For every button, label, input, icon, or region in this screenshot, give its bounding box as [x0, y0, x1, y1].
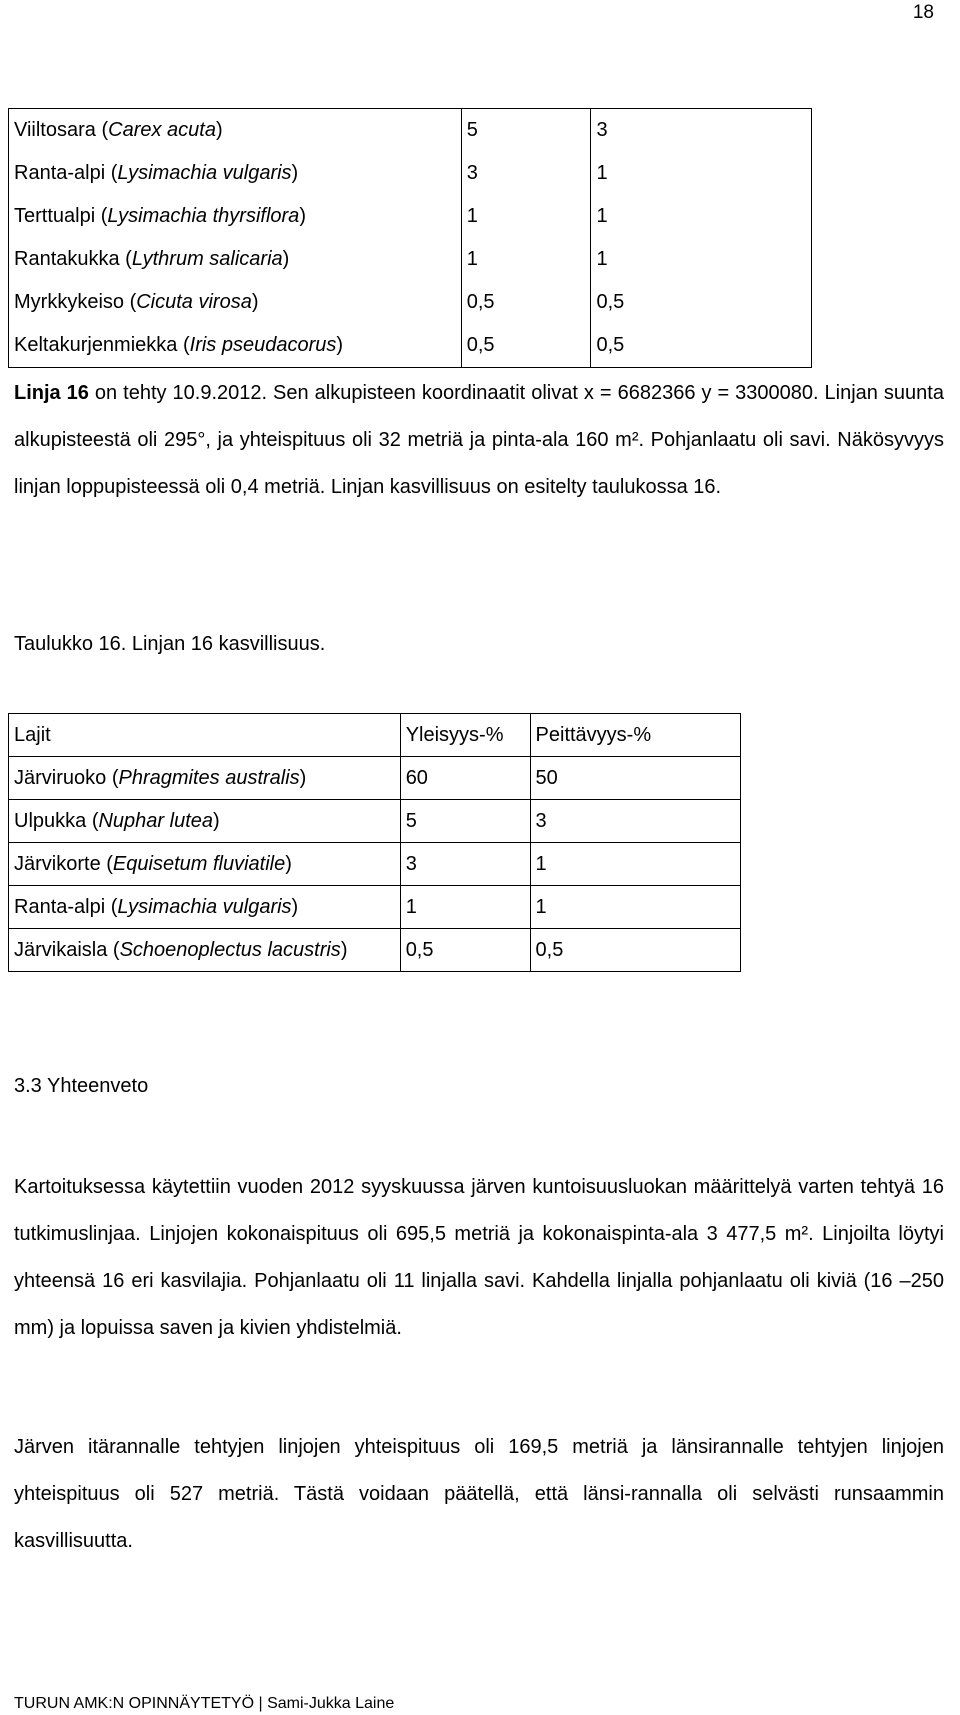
species-latin-name: Lythrum salicaria: [131, 248, 283, 270]
table-row: [9, 281, 812, 324]
species-latin-name: Schoenoplectus lacustris: [119, 938, 341, 961]
species-common-name: Ranta-alpi: [14, 162, 106, 184]
species-common-name: Ulpukka: [14, 809, 87, 832]
page-number: 18: [912, 2, 934, 23]
linja-16-text: on tehty 10.9.2012. Sen alkupisteen koordinaatit olivat x = 6682366 y = 3300080. Linjan suunta alkupisteestä oli 295°, ja yhteispituus oli 32 metriä ja pinta-ala 160 m². Pohjanlaatu oli savi. Näkösyvyys linjan loppupisteessä oli 0,4 metriä. Linjan kasvillisuus on esitelty taulukossa 16.: [14, 382, 944, 498]
species-cell: Ulpukka (Nuphar lutea): [9, 800, 401, 843]
species-cell: Järvikorte (Equisetum fluviatile): [9, 843, 401, 886]
species-cell: Järvikaisla (Schoenoplectus lacustris): [9, 929, 401, 972]
species-latin-name: Carex acuta: [108, 119, 216, 141]
species-latin-name: Iris pseudacorus: [189, 334, 337, 356]
table-row: [9, 195, 812, 238]
species-common-name: Rantakukka: [14, 248, 120, 270]
linja-16-description: [14, 370, 944, 511]
species-table-continued-body: [9, 109, 812, 368]
yleisyys-cell: 5: [400, 800, 530, 843]
species-common-name: Terttualpi: [14, 205, 96, 227]
peittavyys-cell: 50: [530, 757, 740, 800]
table-row: [9, 886, 741, 929]
table-row: [9, 800, 741, 843]
table-row: [9, 843, 741, 886]
species-common-name: Myrkkykeiso: [14, 291, 125, 313]
table-row: [9, 757, 741, 800]
species-latin-name: Phragmites australis: [118, 766, 300, 789]
species-cell: Myrkkykeiso (Cicuta virosa): [9, 281, 462, 324]
yleisyys-cell: 3: [461, 152, 591, 195]
species-latin-name: Equisetum fluviatile: [112, 852, 286, 875]
peittavyys-cell: 1: [591, 238, 812, 281]
table-row: [9, 929, 741, 972]
species-cell: Ranta-alpi (Lysimachia vulgaris): [9, 886, 401, 929]
peittavyys-cell: 0,5: [530, 929, 740, 972]
summary-paragraph-2: Järven itärannalle tehtyjen linjojen yhteispituus oli 169,5 metriä ja länsirannalle tehtyjen linjojen yhteispituus oli 527 metriä. Tästä voidaan päätellä, että länsi-rannalla oli selvästi runsaammin kasvillisuutta.: [14, 1436, 944, 1552]
species-common-name: Järvikaisla: [14, 938, 108, 961]
column-header-peittavyys: Peittävyys-%: [530, 714, 740, 757]
yleisyys-cell: 0,5: [461, 281, 591, 324]
peittavyys-cell: 1: [591, 152, 812, 195]
species-common-name: Ranta-alpi: [14, 895, 106, 918]
species-cell: Rantakukka (Lythrum salicaria): [9, 238, 462, 281]
species-cell: Ranta-alpi (Lysimachia vulgaris): [9, 152, 462, 195]
yleisyys-cell: 0,5: [400, 929, 530, 972]
peittavyys-cell: 1: [530, 843, 740, 886]
footer: TURUN AMK:N OPINNÄYTETYÖ | Sami-Jukka Laine: [14, 1695, 395, 1712]
table-row: [9, 324, 812, 368]
table-16-header-row: [9, 714, 741, 757]
yleisyys-cell: 1: [400, 886, 530, 929]
species-common-name: Keltakurjenmiekka: [14, 334, 178, 356]
species-common-name: Järvikorte: [14, 852, 101, 875]
peittavyys-cell: 3: [591, 109, 812, 153]
species-latin-name: Lysimachia vulgaris: [117, 895, 292, 918]
peittavyys-cell: 1: [591, 195, 812, 238]
yleisyys-cell: 0,5: [461, 324, 591, 368]
peittavyys-cell: 3: [530, 800, 740, 843]
table-16: [8, 713, 741, 972]
yleisyys-cell: 1: [461, 238, 591, 281]
peittavyys-cell: 0,5: [591, 281, 812, 324]
column-header-yleisyys: Yleisyys-%: [400, 714, 530, 757]
species-cell: Järviruoko (Phragmites australis): [9, 757, 401, 800]
species-cell: Terttualpi (Lysimachia thyrsiflora): [9, 195, 462, 238]
table-row: [9, 238, 812, 281]
peittavyys-cell: 1: [530, 886, 740, 929]
table-row: [9, 152, 812, 195]
species-cell: Viiltosara (Carex acuta): [9, 109, 462, 153]
linja-16-label: Linja 16: [14, 382, 89, 404]
yleisyys-cell: 1: [461, 195, 591, 238]
species-cell: Keltakurjenmiekka (Iris pseudacorus): [9, 324, 462, 368]
species-common-name: Järviruoko: [14, 766, 107, 789]
table-row: [9, 109, 812, 153]
species-table-continued: [8, 108, 812, 368]
species-latin-name: Nuphar lutea: [98, 809, 214, 832]
column-header-lajit: Lajit: [9, 714, 401, 757]
summary-paragraph-1: Kartoituksessa käytettiin vuoden 2012 syyskuussa järven kuntoisuusluokan määrittelyä varten tehtyä 16 tutkimuslinjaa. Linjojen kokonaispituus oli 695,5 metriä ja kokonaispinta-ala 3 477,5 m². Linjoilta löytyi yhteensä 16 eri kasvilajia. Pohjanlaatu oli 11 linjalla savi. Kahdella linjalla pohjanlaatu oli kiviä (16 –250 mm) ja lopuissa saven ja kivien yhdistelmiä.: [14, 1176, 944, 1339]
species-latin-name: Cicuta virosa: [136, 291, 252, 313]
yleisyys-cell: 5: [461, 109, 591, 153]
species-common-name: Viiltosara: [14, 119, 96, 141]
yleisyys-cell: 3: [400, 843, 530, 886]
yleisyys-cell: 60: [400, 757, 530, 800]
section-heading: 3.3 Yhteenveto: [14, 1075, 149, 1097]
species-latin-name: Lysimachia thyrsiflora: [107, 205, 300, 227]
species-latin-name: Lysimachia vulgaris: [117, 162, 292, 184]
peittavyys-cell: 0,5: [591, 324, 812, 368]
table-16-body: [9, 757, 741, 972]
table-16-caption: Taulukko 16. Linjan 16 kasvillisuus.: [14, 633, 326, 655]
